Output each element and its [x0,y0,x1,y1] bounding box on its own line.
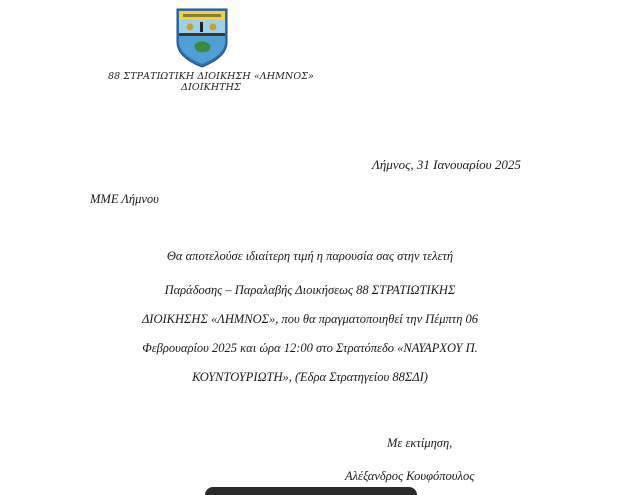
body-line-4: Φεβρουαρίου 2025 και ώρα 12:00 στο Στρατόπεδο «ΝΑΥΑΡΧΟΥ Π. [142,341,478,355]
body-line-1: Θα αποτελούσε ιδιαίτερη τιμή η παρουσία σας στην τελετή [166,249,454,263]
body-line-5: ΚΟΥΝΤΟΥΡΙΩΤΗ», (Έδρα Στρατηγείου 88ΣΔΙ) [192,370,428,384]
signature-stamp-bar [205,487,417,495]
date-line: Λήμνος, 31 Ιανουαρίου 2025 [372,157,521,172]
body-line-2: Παράδοσης – Παραλαβής Διοικήσεως 88 ΣΤΡΑΤΙΩΤΙΚΗΣ [164,283,456,297]
recipient: ΜΜΕ Λήμνου [90,192,159,206]
office-title: ΔΙΟΙΚΗΤΗΣ [181,82,241,93]
army-unit-crest-icon [173,6,231,68]
body-line-3: ΔΙΟΙΚΗΣΗΣ «ΛΗΜΝΟΣ», που θα πραγματοποιηθεί την Πέμπτη 06 [141,312,479,326]
organization-name: 88 ΣΤΡΑΤΙΩΤΙΚΗ ΔΙΟΙΚΗΣΗ «ΛΗΜΝΟΣ» [108,71,314,82]
signature-name: Αλέξανδρος Κουφόπουλος [345,469,475,483]
closing-salutation: Με εκτίμηση, [387,436,453,450]
